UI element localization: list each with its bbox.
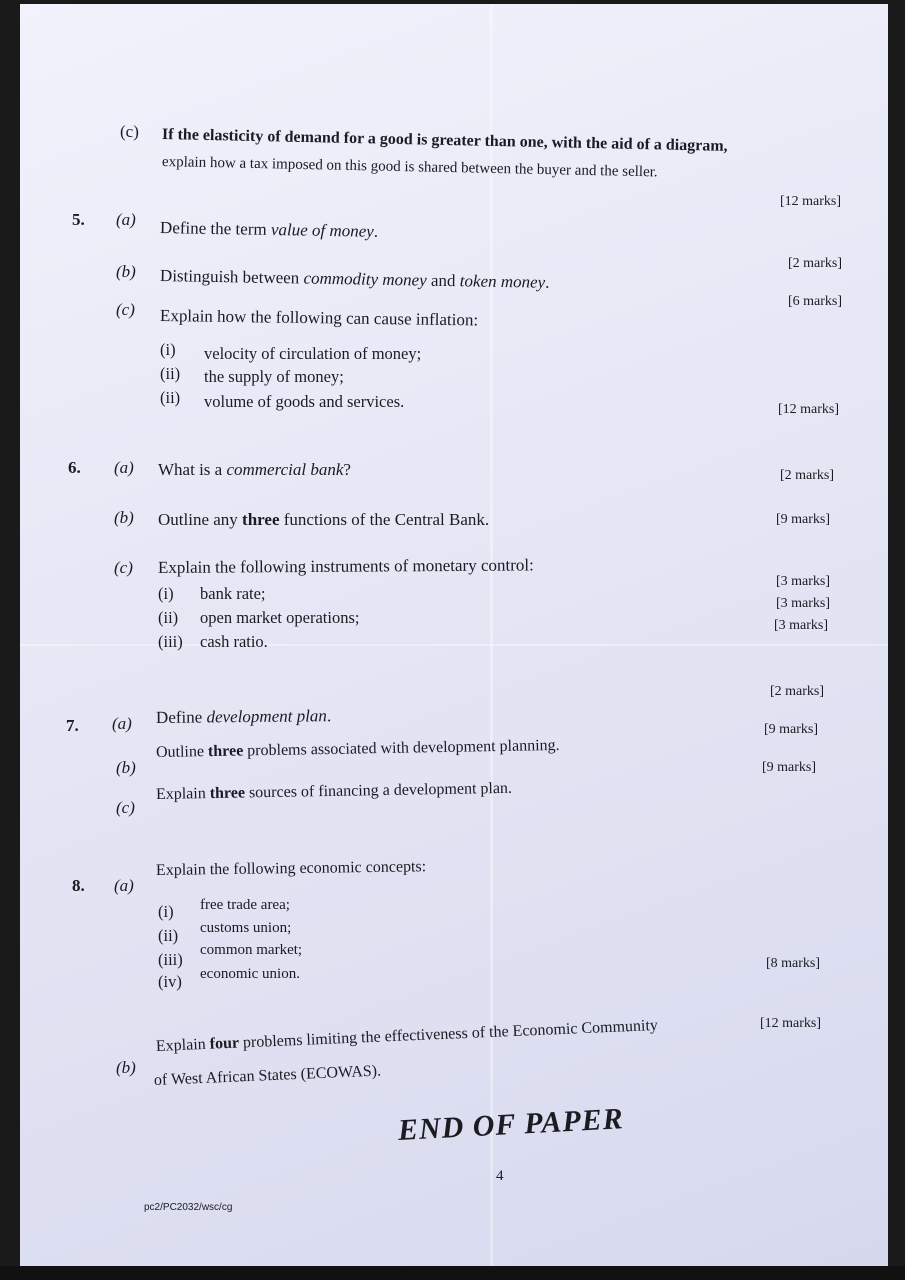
q6c-item-text: cash ratio. [200,632,268,651]
q5c-marks: [12 marks] [778,402,840,417]
q7-number: 7. [66,716,79,735]
q7a-text: Define development plan. [155,706,332,727]
q5c-item-num: (i) [160,340,176,359]
q5b-text: Distinguish between commodity money and token money. [159,266,550,292]
page-number: 4 [496,1168,504,1184]
q6c-item-marks: [3 marks] [774,618,829,633]
q6b-text: Outline any three functions of the Central Bank. [158,510,490,529]
q6b-label: (b) [114,508,134,527]
q7c-label: (c) [116,798,135,817]
q6c-item-text: bank rate; [200,584,266,603]
q6c-label: (c) [114,558,133,577]
q5c-text: Explain how the following can cause inflation: [159,306,479,330]
q4c-label: (c) [120,122,139,141]
q6c-item-num: (ii) [158,608,179,627]
q5c-item-num: (ii) [160,388,181,407]
q7c-marks: [9 marks] [762,760,817,775]
q5c-item-text: the supply of money; [204,367,344,386]
q5c-label: (c) [116,300,135,319]
q7b-label: (b) [116,758,136,777]
q6b-marks: [9 marks] [776,512,831,527]
q5b-marks: [6 marks] [788,294,843,309]
q6c-item-num: (iii) [158,632,183,651]
q5c-item-text: velocity of circulation of money; [204,344,422,363]
q8a-item-num: (ii) [158,926,179,945]
q6c-item-marks: [3 marks] [776,596,831,611]
q5a-label: (a) [116,210,136,229]
q6-number: 6. [68,458,81,477]
q8a-label: (a) [114,876,134,895]
end-of-paper-heading: END OF PAPER [397,1102,625,1147]
q8b-marks: [12 marks] [760,1016,822,1031]
q6c-text: Explain the following instruments of monetary control: [157,555,534,577]
q8a-text: Explain the following economic concepts: [155,858,427,879]
q6a-marks: [2 marks] [780,468,835,483]
q8b-label: (b) [116,1058,136,1077]
q8b-line1: Explain four problems limiting the effectiveness of the Economic Community [155,1016,659,1055]
q7a-marks: [2 marks] [770,684,825,699]
q8a-item-text: customs union; [200,920,292,936]
q6a-text: What is a commercial bank? [158,460,351,479]
q6c-item-marks: [3 marks] [776,574,831,589]
q6a-label: (a) [114,458,134,477]
q7c-text: Explain three sources of financing a development plan. [155,779,513,803]
q8a-item-num: (iii) [158,950,183,969]
q8a-marks: [8 marks] [766,956,821,971]
q8a-item-num: (i) [158,902,174,921]
q5-number: 5. [72,210,85,229]
q4c-line1: If the elasticity of demand for a good is greater than one, with the aid of a diagram, [161,126,728,155]
exam-paper-page [20,4,888,1266]
q8a-item-num: (iv) [158,972,182,991]
q6c-item-text: open market operations; [200,608,360,627]
q7b-marks: [9 marks] [764,722,819,737]
q5c-item-num: (ii) [160,364,181,383]
q8a-item-text: free trade area; [200,897,290,913]
q5c-item-text: volume of goods and services. [204,392,405,411]
q8a-item-text: economic union. [200,966,300,982]
q4c-marks: [12 marks] [780,194,842,209]
q8b-line2: of West African States (ECOWAS). [153,1062,382,1089]
q6c-item-num: (i) [158,584,174,603]
q5b-label: (b) [116,262,136,281]
bottom-edge [0,1266,905,1280]
q5a-text: Define the term value of money. [159,218,379,241]
q7a-label: (a) [112,714,132,733]
q5a-marks: [2 marks] [788,256,843,271]
q8a-item-text: common market; [200,942,303,958]
q4c-line2: explain how a tax imposed on this good is shared between the buyer and the seller. [161,154,658,181]
q8-number: 8. [72,876,85,895]
footer-code: pc2/PC2032/wsc/cg [144,1202,233,1213]
q7b-text: Outline three problems associated with development planning. [155,736,560,761]
